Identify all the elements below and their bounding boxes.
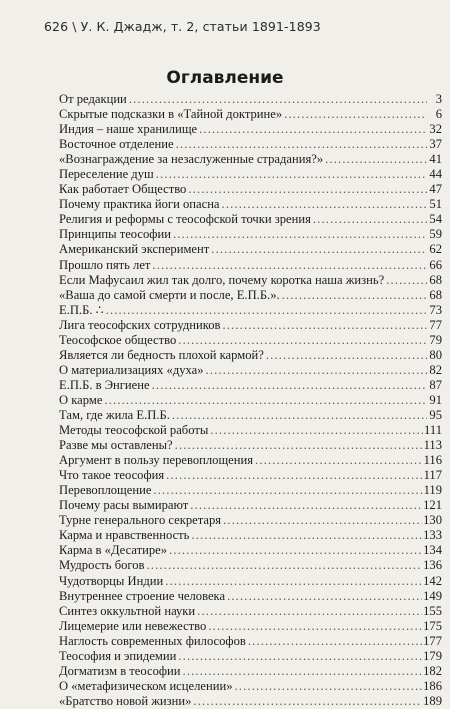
toc-entry-page-number: 95 <box>429 407 442 422</box>
dot-leader <box>175 438 423 453</box>
toc-entry-page-number: 179 <box>423 648 442 663</box>
toc-entry-page-number: 62 <box>429 242 442 257</box>
toc-entry-page-number: 44 <box>429 167 442 182</box>
toc-entry-title: Религия и реформы с теософской точки зрения <box>59 212 311 227</box>
toc-entry-title: Переселение душ <box>59 167 154 182</box>
toc-entry-title: Является ли бедность плохой кармой? <box>59 347 264 362</box>
dot-leader <box>172 408 427 423</box>
toc-entry <box>59 438 442 453</box>
dot-leader <box>284 107 427 122</box>
page-title: Оглавление <box>166 68 284 88</box>
toc-entry-title: «Братство новой жизни» <box>59 693 192 708</box>
toc-entry <box>59 107 442 122</box>
toc-entry-title: О материализациях «духа» <box>59 362 204 377</box>
toc-entry-title: Внутреннее строение человека <box>59 588 226 603</box>
dot-leader <box>206 363 427 378</box>
toc-entry <box>59 679 442 694</box>
toc-entry-page-number: 68 <box>429 287 442 302</box>
toc-entry-page-number: 175 <box>423 618 442 633</box>
toc-entry-page-number: 51 <box>429 197 442 212</box>
toc-entry-page-number: 73 <box>429 302 442 317</box>
toc-entry <box>59 453 442 468</box>
toc-entry <box>59 273 442 288</box>
toc-entry-title: Чудотворцы Индии <box>59 573 164 588</box>
dot-leader <box>152 378 427 393</box>
toc-entry-page-number: 149 <box>423 588 442 603</box>
dot-leader <box>188 182 427 197</box>
dot-leader <box>153 483 422 498</box>
toc-entry <box>59 318 442 333</box>
toc-entry-title: Перевоплощение <box>59 483 152 498</box>
toc-entry-title: Лига теософских сотрудников <box>59 317 221 332</box>
dot-leader <box>178 649 422 664</box>
table-of-contents <box>59 92 442 709</box>
toc-entry-title: Лицемерие или невежество <box>59 618 207 633</box>
dot-leader <box>223 513 422 528</box>
toc-entry <box>59 333 442 348</box>
toc-entry <box>59 258 442 273</box>
toc-entry-page-number: 37 <box>429 137 442 152</box>
dot-leader <box>235 679 423 694</box>
toc-entry-title: О карме <box>59 392 103 407</box>
toc-entry-page-number: 186 <box>423 678 442 693</box>
toc-entry-page-number: 111 <box>424 423 442 438</box>
dot-leader <box>222 318 427 333</box>
toc-entry-title: Там, где жила Е.П.Б. <box>59 407 170 422</box>
dot-leader <box>325 152 427 167</box>
toc-entry <box>59 122 442 137</box>
toc-entry <box>59 483 442 498</box>
toc-entry-page-number: 133 <box>423 528 442 543</box>
toc-entry <box>59 694 442 709</box>
toc-entry <box>59 664 442 679</box>
toc-entry-title: О «метафизическом исцелении» <box>59 678 233 693</box>
toc-entry-title: Аргумент в пользу перевоплощения <box>59 453 254 468</box>
toc-entry-page-number: 177 <box>423 633 442 648</box>
toc-entry <box>59 498 442 513</box>
toc-entry-title: «Вознаграждение за незаслуженные страдания?» <box>59 152 324 167</box>
toc-entry <box>59 528 442 543</box>
toc-entry <box>59 649 442 664</box>
toc-entry-title: Почему расы вымирают <box>59 498 189 513</box>
dot-leader <box>176 137 427 152</box>
dot-leader <box>156 167 427 182</box>
toc-entry <box>59 604 442 619</box>
toc-entry-title: «Ваша до самой смерти и после, Е.П.Б.». <box>59 287 280 302</box>
toc-entry <box>59 634 442 649</box>
toc-entry <box>59 197 442 212</box>
toc-entry-title: Прошло пять лет <box>59 257 151 272</box>
running-header: 626 \ У. К. Джадж, т. 2, статьи 1891-1893 <box>44 19 321 34</box>
dot-leader <box>152 258 427 273</box>
toc-entry <box>59 423 442 438</box>
toc-entry-page-number: 3 <box>435 92 442 106</box>
toc-entry-title: Теософское общество <box>59 332 177 347</box>
dot-leader <box>129 92 427 107</box>
toc-entry-title: Что такое теософия <box>59 468 165 483</box>
toc-entry-page-number: 41 <box>429 152 442 167</box>
toc-entry <box>59 468 442 483</box>
toc-entry <box>59 182 442 197</box>
toc-entry-title: Как работает Общество <box>59 182 187 197</box>
toc-entry <box>59 513 442 528</box>
toc-entry-title: Восточное отделение <box>59 137 174 152</box>
toc-entry-page-number: 79 <box>429 332 442 347</box>
toc-entry-page-number: 189 <box>423 693 442 708</box>
toc-entry-page-number: 82 <box>429 362 442 377</box>
toc-entry-page-number: 130 <box>423 513 442 528</box>
toc-entry-title: Догматизм в теософии <box>59 663 181 678</box>
toc-entry <box>59 303 442 318</box>
toc-entry <box>59 393 442 408</box>
dot-leader <box>193 694 422 709</box>
toc-entry-title: Принципы теософии <box>59 227 171 242</box>
dot-leader <box>147 558 423 573</box>
toc-entry <box>59 167 442 182</box>
dot-leader <box>266 348 427 363</box>
toc-entry-title: Е.П.Б. в Энгиене <box>59 377 150 392</box>
dot-leader <box>199 122 427 137</box>
toc-entry-page-number: 6 <box>435 107 442 122</box>
dot-leader <box>282 288 427 303</box>
toc-entry-title: От редакции <box>59 92 127 106</box>
toc-entry-title: Скрытые подсказки в «Тайной доктрине» <box>59 107 283 122</box>
toc-entry <box>59 543 442 558</box>
toc-entry <box>59 378 442 393</box>
toc-entry-title: Методы теософской работы <box>59 423 209 438</box>
dot-leader <box>227 589 422 604</box>
toc-entry <box>59 619 442 634</box>
toc-entry-title: Разве мы оставлены? <box>59 438 173 453</box>
dot-leader <box>211 242 427 257</box>
dot-leader <box>191 528 422 543</box>
toc-entry <box>59 574 442 589</box>
toc-entry-page-number: 142 <box>423 573 442 588</box>
toc-entry-title: Карма и нравственность <box>59 528 190 543</box>
toc-entry <box>59 558 442 573</box>
toc-entry-title: Почему практика йоги опасна <box>59 197 220 212</box>
dot-leader <box>210 423 423 438</box>
toc-entry-title: Турне генерального секретаря <box>59 513 222 528</box>
toc-entry-page-number: 136 <box>423 558 442 573</box>
toc-entry-title: Е.П.Б. ∴ <box>59 302 104 317</box>
toc-entry-title: Индия – наше хранилище <box>59 122 198 137</box>
toc-entry-title: Американский эксперимент <box>59 242 210 257</box>
toc-entry-page-number: 134 <box>423 543 442 558</box>
toc-entry-title: Мудрость богов <box>59 558 145 573</box>
toc-entry <box>59 408 442 423</box>
toc-entry <box>59 152 442 167</box>
toc-entry <box>59 92 442 107</box>
toc-entry-title: Теософия и эпидемии <box>59 648 177 663</box>
toc-entry-title: Синтез оккультной науки <box>59 603 196 618</box>
toc-entry-page-number: 116 <box>423 453 442 468</box>
dot-leader <box>255 453 423 468</box>
toc-entry <box>59 212 442 227</box>
dot-leader <box>183 664 423 679</box>
toc-entry-page-number: 77 <box>429 317 442 332</box>
toc-entry <box>59 227 442 242</box>
dot-leader <box>104 393 427 408</box>
toc-entry-page-number: 121 <box>423 498 442 513</box>
toc-entry-page-number: 155 <box>423 603 442 618</box>
toc-entry-page-number: 91 <box>429 392 442 407</box>
toc-entry <box>59 242 442 257</box>
toc-entry-page-number: 59 <box>429 227 442 242</box>
dot-leader <box>178 333 427 348</box>
toc-entry-page-number: 87 <box>429 377 442 392</box>
toc-entry-title: Карма в «Десатире» <box>59 543 168 558</box>
toc-entry-page-number: 68 <box>429 272 442 287</box>
toc-entry-page-number: 117 <box>423 468 442 483</box>
toc-entry-page-number: 32 <box>429 122 442 137</box>
dot-leader <box>313 212 427 227</box>
toc-entry <box>59 589 442 604</box>
dot-leader <box>222 197 427 212</box>
dot-leader <box>190 498 422 513</box>
dot-leader <box>197 604 422 619</box>
dot-leader <box>166 468 422 483</box>
dot-leader <box>173 227 427 242</box>
toc-entry-title: Наглость современных философов <box>59 633 246 648</box>
dot-leader <box>208 619 422 634</box>
toc-entry <box>59 288 442 303</box>
toc-entry-page-number: 54 <box>429 212 442 227</box>
dot-leader <box>165 574 422 589</box>
toc-entry-page-number: 47 <box>429 182 442 197</box>
toc-entry-page-number: 113 <box>423 438 442 453</box>
toc-entry <box>59 348 442 363</box>
toc-entry-title: Если Мафусаил жил так долго, почему коротка наша жизнь? <box>59 272 385 287</box>
toc-entry-page-number: 80 <box>429 347 442 362</box>
toc-entry <box>59 363 442 378</box>
dot-leader <box>386 273 427 288</box>
toc-entry-page-number: 182 <box>423 663 442 678</box>
toc-entry-page-number: 119 <box>423 483 442 498</box>
dot-leader <box>169 543 422 558</box>
dot-leader <box>248 634 422 649</box>
toc-entry-page-number: 66 <box>429 257 442 272</box>
dot-leader <box>106 303 427 318</box>
toc-entry <box>59 137 442 152</box>
